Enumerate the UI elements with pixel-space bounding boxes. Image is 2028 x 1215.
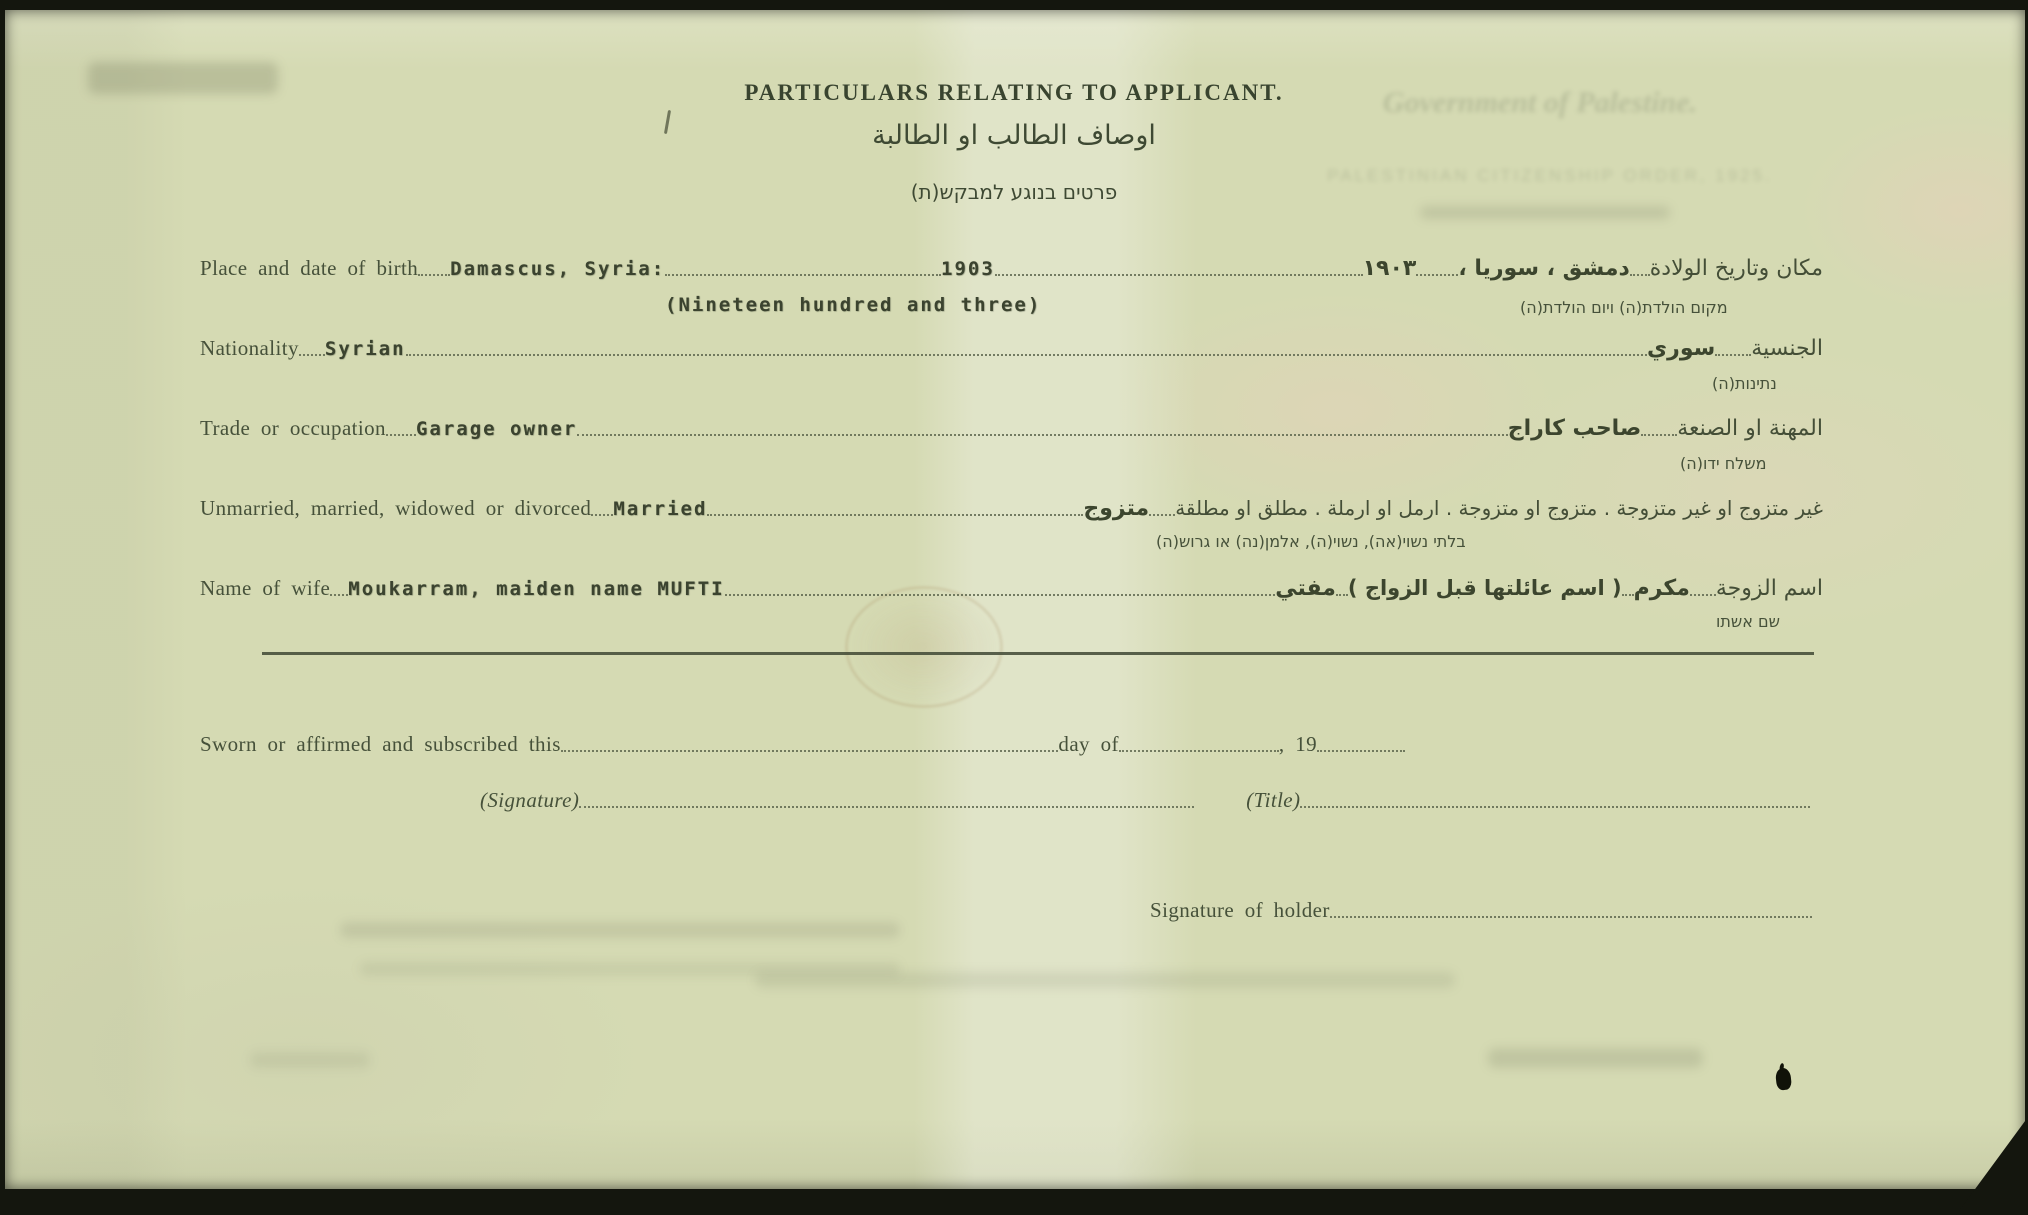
bleedthrough-subheading: PALESTINIAN CITIZENSHIP ORDER, 1925.: [1327, 166, 1773, 185]
dotted-leader: [1330, 916, 1812, 918]
dotted-leader: [577, 434, 1508, 436]
form-title-hebrew: פרטים בנוגע למבקש(ת): [910, 180, 1118, 204]
bleedthrough-smudge: [1420, 206, 1670, 219]
field-row-nationality: [200, 336, 1823, 361]
field-row-birth: [200, 256, 1823, 281]
marital-typed-value: Married: [613, 498, 708, 520]
dotted-leader: [561, 750, 1059, 752]
marital-label-arabic: غير متزوج او غير متزوجة . متزوج او متزوجة . ارمل او ارملة . مطلق او مطلقة: [1175, 496, 1823, 520]
sworn-label: Sworn or affirmed and subscribed this: [200, 732, 561, 756]
birth-year-handwritten-arabic: ١٩٠٣: [1362, 256, 1417, 281]
form-title: PARTICULARS RELATING TO APPLICANT.: [744, 80, 1284, 105]
holder-signature-line: [1150, 898, 1812, 923]
dotted-leader: [330, 594, 348, 596]
bleedthrough-smudge: [1488, 1048, 1703, 1068]
year-prefix-label: , 19: [1278, 732, 1317, 756]
birth-label-arabic: مكان وتاريخ الولادة: [1649, 256, 1823, 281]
bleedthrough-smudge: [360, 962, 900, 976]
field-row-wife: [200, 576, 1823, 601]
nationality-handwritten-arabic: سوري: [1647, 336, 1716, 361]
bleedthrough-heading: Government of Palestine.: [1382, 86, 1698, 119]
nationality-label-arabic: الجنسية: [1751, 336, 1823, 361]
bleedthrough-smudge: [340, 922, 900, 938]
stamp-stain: [845, 586, 1003, 708]
wife-label-arabic: اسم الزوجة: [1715, 576, 1823, 601]
nationality-label-hebrew: נתינות(ה): [1712, 374, 1777, 393]
sworn-line: [200, 732, 1405, 757]
dotted-leader: [995, 274, 1363, 276]
dotted-leader: [1641, 434, 1677, 436]
wife-label-hebrew: שם אשתו: [1716, 612, 1780, 631]
dotted-leader: [1416, 274, 1458, 276]
wife-surname-handwritten-arabic: مفتي: [1275, 576, 1336, 601]
occupation-handwritten-arabic: صاحب كاراج: [1507, 416, 1642, 441]
dotted-leader: [707, 514, 1083, 516]
dotted-leader: [1317, 750, 1405, 752]
occupation-typed-value: Garage owner: [415, 418, 578, 440]
signature-title-line: [480, 788, 1810, 813]
dotted-leader: [406, 354, 1647, 356]
birth-place-handwritten-arabic: دمشق ، سوريا ،: [1458, 256, 1630, 281]
occupation-label: Trade or occupation: [200, 416, 386, 440]
wife-typed-value: Moukarram, maiden name MUFTI: [348, 578, 725, 600]
dotted-leader: [299, 354, 325, 356]
birth-place-typed-value: Damascus, Syria:: [450, 258, 666, 280]
birth-label: Place and date of birth: [200, 256, 419, 280]
dotted-leader: [1622, 594, 1634, 596]
bleedthrough-smudge: [755, 972, 1455, 988]
wife-maiden-name-note-arabic: ( اسم عائلتها قبل الزواج ): [1347, 576, 1622, 600]
dotted-leader: [579, 806, 1194, 808]
dotted-leader: [665, 274, 941, 276]
occupation-label-arabic: المهنة او الصنعة: [1677, 416, 1823, 441]
dotted-leader: [418, 274, 450, 276]
field-row-occupation: [200, 416, 1823, 441]
birth-year-typed-value: 1903: [941, 258, 995, 280]
dotted-leader: [1715, 354, 1751, 356]
nationality-label: Nationality: [200, 336, 299, 360]
dotted-leader: [725, 594, 1276, 596]
nationality-typed-value: Syrian: [324, 338, 406, 360]
marital-label-hebrew: בלתי נשוי(אה), נשוי(ה), אלמן(נה) או גרוש(ה): [1156, 532, 1466, 551]
day-of-label: day of: [1058, 732, 1119, 756]
section-divider-line: [262, 652, 1814, 655]
dotted-leader: [1119, 750, 1279, 752]
holder-signature-label: Signature of holder: [1150, 898, 1330, 922]
dotted-leader: [1630, 274, 1650, 276]
bleedthrough-smudge: [250, 1052, 370, 1068]
marital-label: Unmarried, married, widowed or divorced: [200, 496, 592, 520]
title-label: (Title): [1246, 788, 1301, 812]
form-title-arabic: اوصاف الطالب او الطالبة: [872, 120, 1156, 151]
occupation-label-hebrew: משלח ידו(ה): [1680, 454, 1767, 473]
dotted-leader: [1690, 594, 1716, 596]
signature-label: (Signature): [480, 788, 580, 812]
dotted-leader: [1336, 594, 1348, 596]
dotted-leader: [386, 434, 416, 436]
dotted-leader: [1300, 806, 1810, 808]
field-row-marital: [200, 496, 1823, 521]
marital-handwritten-arabic: متزوج: [1083, 496, 1150, 521]
birth-label-hebrew: מקום הולדת(ה) ויום הולדת(ה): [1520, 298, 1728, 317]
dotted-leader: [1149, 514, 1175, 516]
wife-label: Name of wife: [200, 576, 331, 600]
dotted-leader: [591, 514, 613, 516]
birth-year-words-typed: (Nineteen hundred and three): [665, 294, 1042, 316]
wife-first-name-handwritten-arabic: مكرم: [1633, 576, 1690, 601]
ink-blot: [1775, 1067, 1792, 1090]
